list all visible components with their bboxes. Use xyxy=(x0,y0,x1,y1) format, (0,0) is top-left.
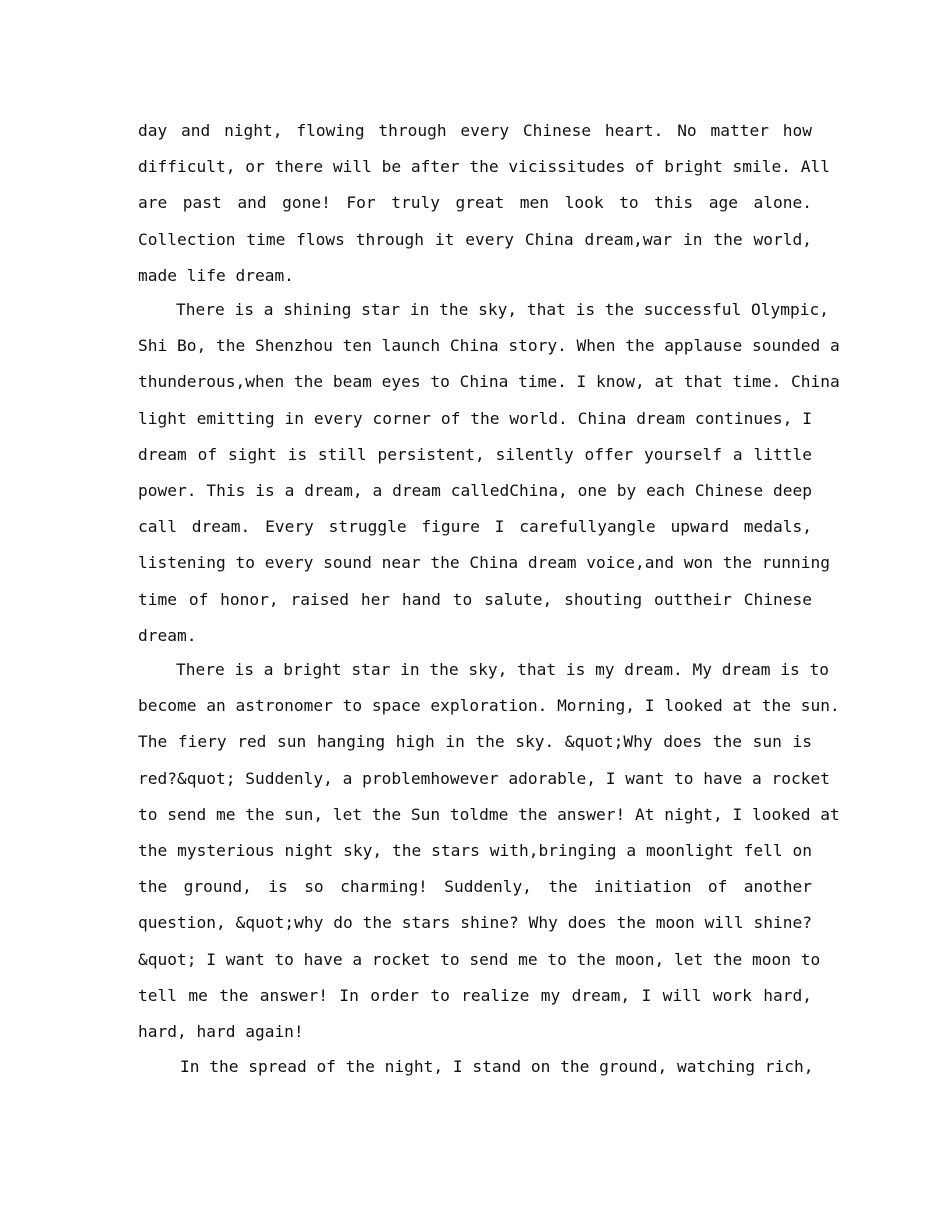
text-line: are past and gone! For truly great men look to this age alone. xyxy=(138,193,812,213)
text-line: There is a bright star in the sky, that is my dream. My dream is to xyxy=(176,660,829,679)
text-line: dream. xyxy=(138,625,197,645)
text-line: Collection time flows through it every China dream,war in the world, xyxy=(138,229,812,249)
text-line: the ground, is so charming! Suddenly, the initiation of another xyxy=(138,877,812,897)
text-line: tell me the answer! In order to realize my dream, I will work hard, xyxy=(138,985,812,1005)
text-line: thunderous,when the beam eyes to China time. I know, at that time. China xyxy=(138,372,840,392)
text-line: made life dream. xyxy=(138,265,294,285)
text-line: difficult, or there will be after the vicissitudes of bright smile. All xyxy=(138,157,830,177)
text-line: time of honor, raised her hand to salute, shouting outtheir Chinese xyxy=(138,589,812,609)
text-line: light emitting in every corner of the world. China dream continues, I xyxy=(138,408,812,428)
paragraph xyxy=(138,652,840,1050)
text-line: the mysterious night sky, the stars with,bringing a moonlight fell on xyxy=(138,840,812,860)
text-line: call dream. Every struggle figure I carefullyangle upward medals, xyxy=(138,517,812,537)
text-line: red?&quot; Suddenly, a problemhowever adorable, I want to have a rocket xyxy=(138,768,830,788)
text-line: listening to every sound near the China dream voice,and won the running xyxy=(138,553,830,573)
paragraph xyxy=(138,1049,812,1085)
text-line: hard, hard again! xyxy=(138,1021,304,1041)
text-line: &quot; I want to have a rocket to send me to the moon, let the moon to xyxy=(138,949,821,969)
text-line: question, &quot;why do the stars shine? Why does the moon will shine? xyxy=(138,913,812,933)
text-line: Shi Bo, the Shenzhou ten launch China story. When the applause sounded a xyxy=(138,336,840,356)
text-line: become an astronomer to space exploration. Morning, I looked at the sun. xyxy=(138,696,840,716)
text-line: The fiery red sun hanging high in the sky. &quot;Why does the sun is xyxy=(138,732,812,752)
text-line: dream of sight is still persistent, silently offer yourself a little xyxy=(138,444,812,464)
paragraph xyxy=(138,113,830,294)
text-line: day and night, flowing through every Chinese heart. No matter how xyxy=(138,121,812,140)
text-line: to send me the sun, let the Sun toldme the answer! At night, I looked at xyxy=(138,804,840,824)
text-line: In the spread of the night, I stand on the ground, watching rich, xyxy=(180,1057,814,1076)
paragraph xyxy=(138,292,840,654)
text-line: There is a shining star in the sky, that is the successful Olympic, xyxy=(176,300,829,319)
text-line: power. This is a dream, a dream calledChina, one by each Chinese deep xyxy=(138,480,812,500)
